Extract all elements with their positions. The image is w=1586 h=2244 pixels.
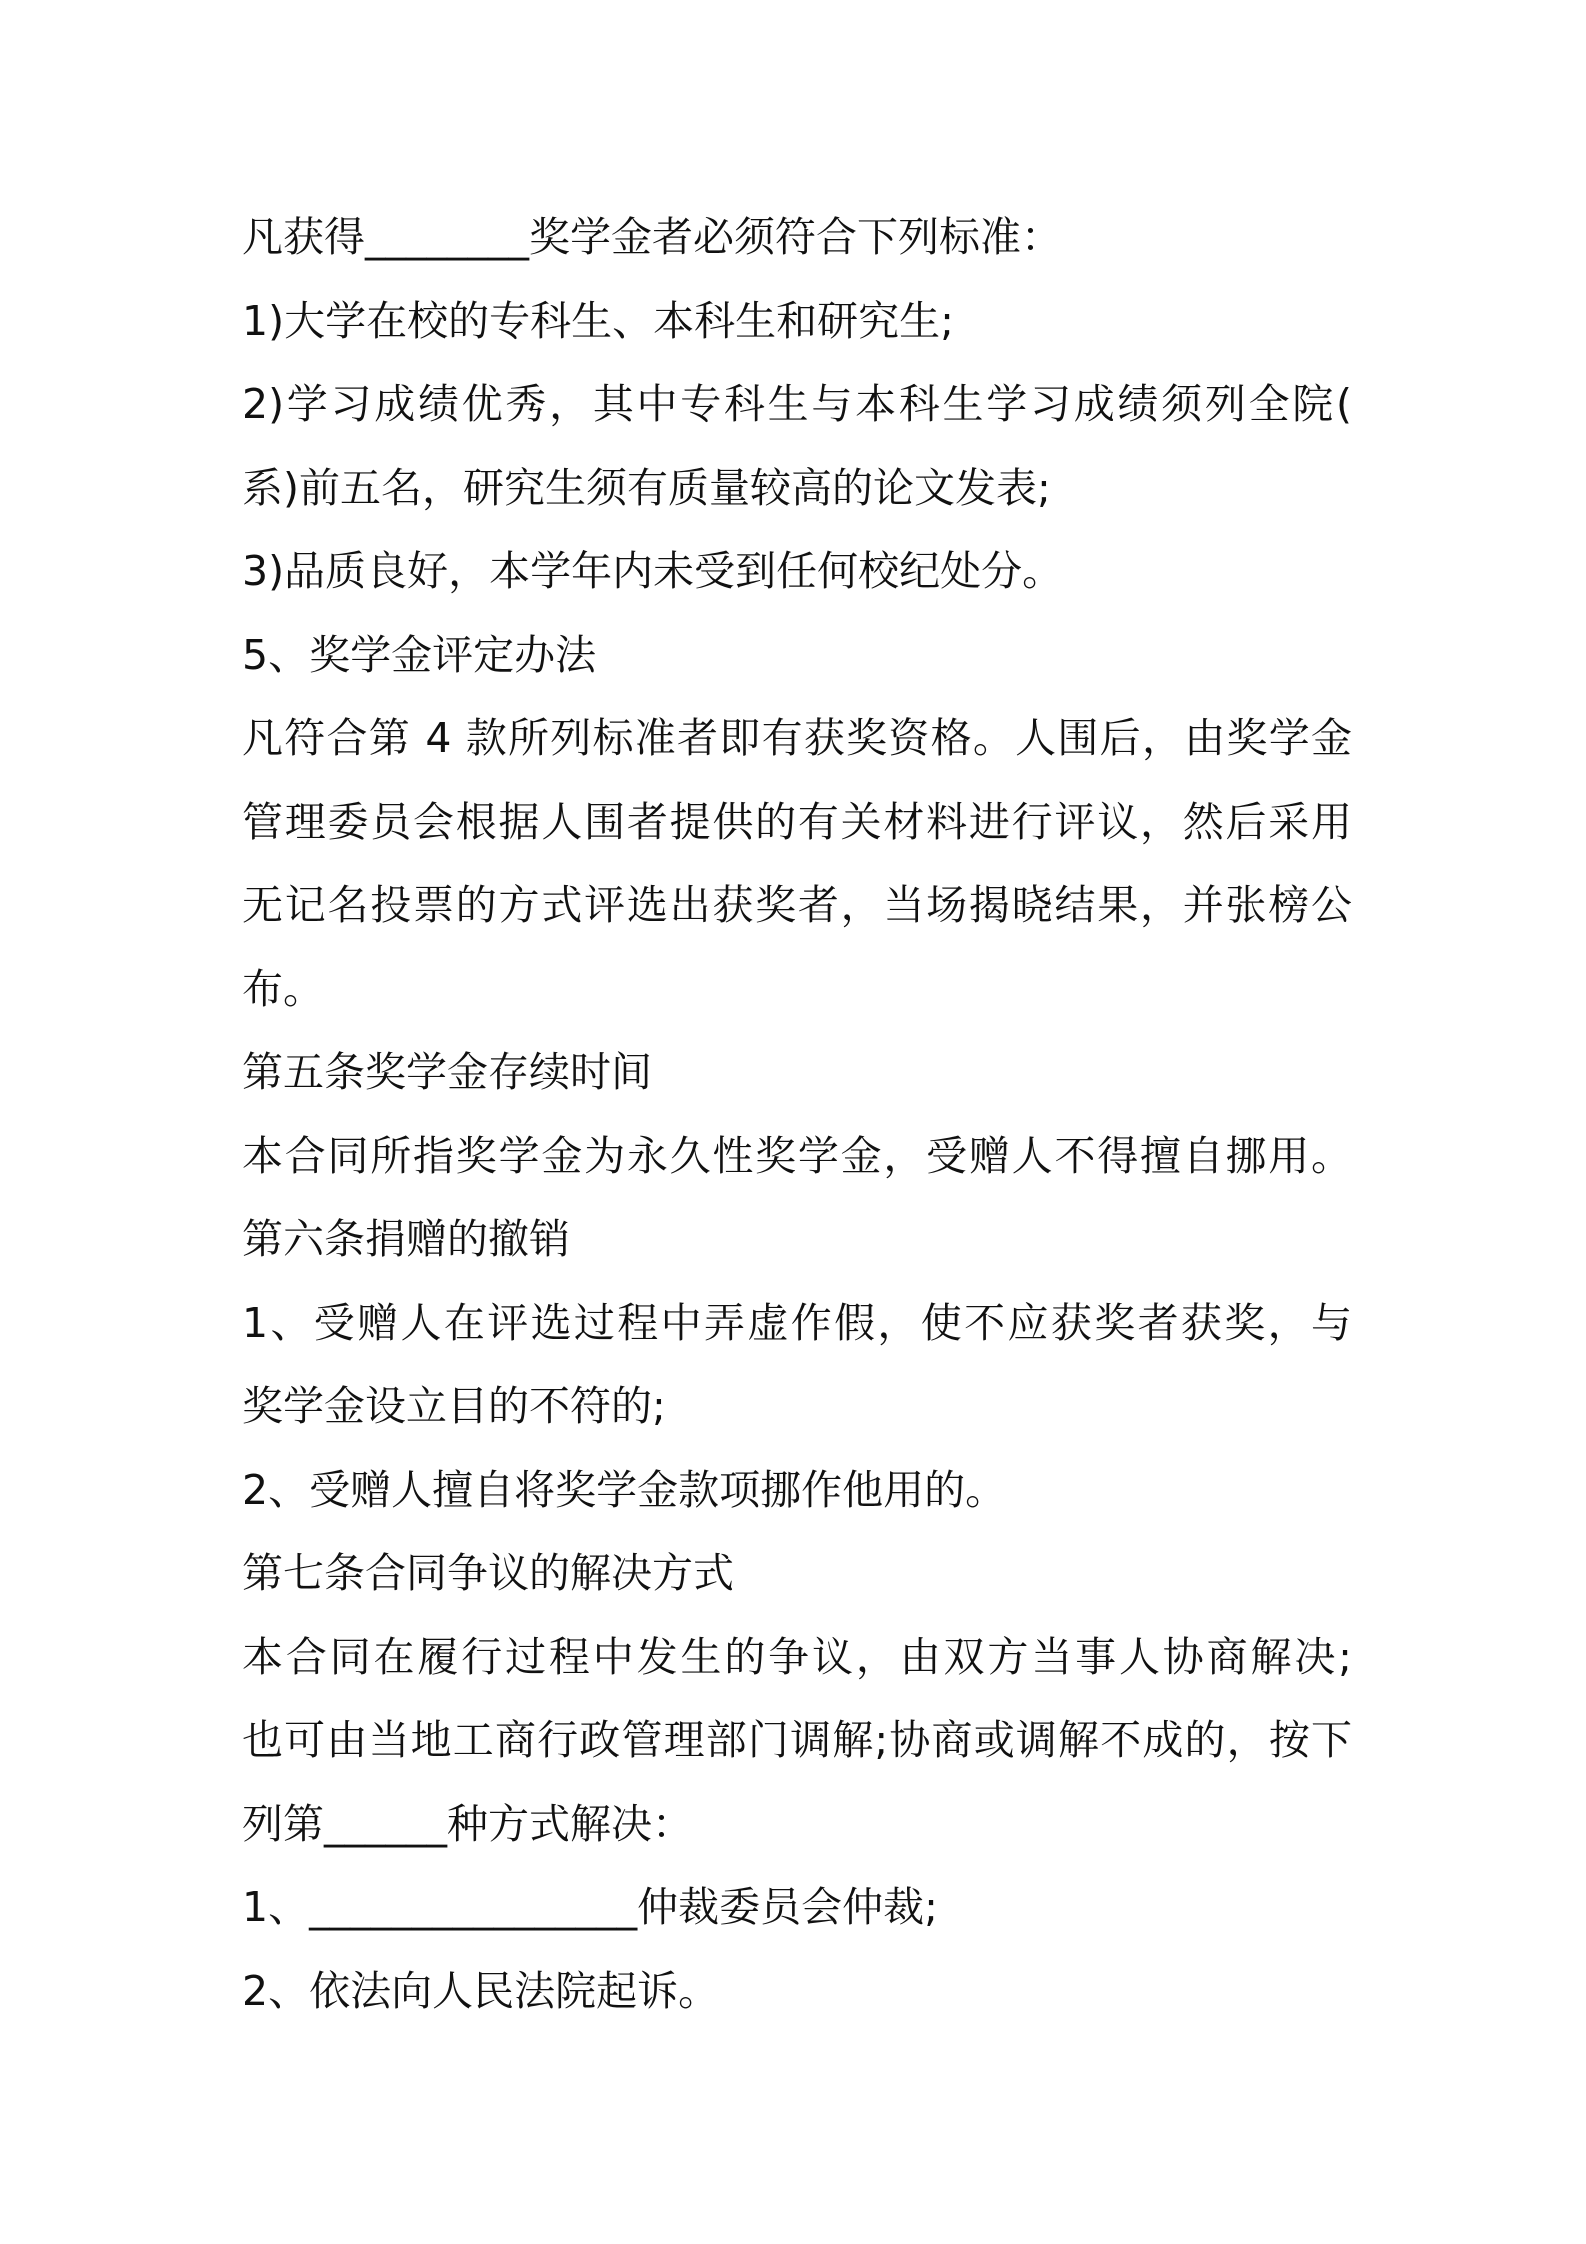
text-line: 本合同在履行过程中发生的争议，由双方当事人协商解决; [242, 1632, 1352, 1681]
text-line: 管理委员会根据人围者提供的有关材料进行评议，然后采用 [242, 797, 1352, 846]
text-line: 系)前五名，研究生须有质量较高的论文发表; [242, 463, 1051, 512]
text-line: 1)大学在校的专科生、本科生和研究生; [242, 296, 954, 345]
text-line: 2、依法向人民法院起诉。 [242, 1966, 720, 2015]
text-line: 凡符合第 4 款所列标准者即有获奖资格。人围后，由奖学金 [242, 714, 1352, 762]
article-heading: 第六条捐赠的撤销 [242, 1215, 570, 1263]
text-line: 1、________________仲裁委员会仲裁; [242, 1883, 938, 1931]
article-heading: 第七条合同争议的解决方式 [242, 1549, 734, 1597]
text-line: 列第______种方式解决： [242, 1799, 693, 1848]
text-line: 本合同所指奖学金为永久性奖学金，受赠人不得擅自挪用。 [242, 1131, 1352, 1180]
text-line: 2)学习成绩优秀，其中专科生与本科生学习成绩须列全院( [242, 380, 1352, 428]
text-line: 奖学金设立目的不符的; [242, 1382, 666, 1430]
section-heading: 5、奖学金评定办法 [242, 630, 597, 679]
text-line: 无记名投票的方式评选出获奖者，当场揭晓结果，并张榜公 [242, 881, 1352, 929]
text-line: 1、受赠人在评选过程中弄虚作假，使不应获奖者获奖，与 [242, 1298, 1352, 1347]
text-line: 3)品质良好，本学年内未受到任何校纪处分。 [242, 547, 1064, 595]
text-line: 凡获得________奖学金者必须符合下列标准： [242, 213, 1062, 261]
document-body [242, 196, 1352, 2033]
text-line: 2、受赠人擅自将奖学金款项挪作他用的。 [242, 1465, 1007, 1514]
article-heading: 第五条奖学金存续时间 [242, 1048, 652, 1096]
text-line: 布。 [242, 964, 324, 1013]
text-line: 也可由当地工商行政管理部门调解;协商或调解不成的，按下 [242, 1716, 1352, 1764]
